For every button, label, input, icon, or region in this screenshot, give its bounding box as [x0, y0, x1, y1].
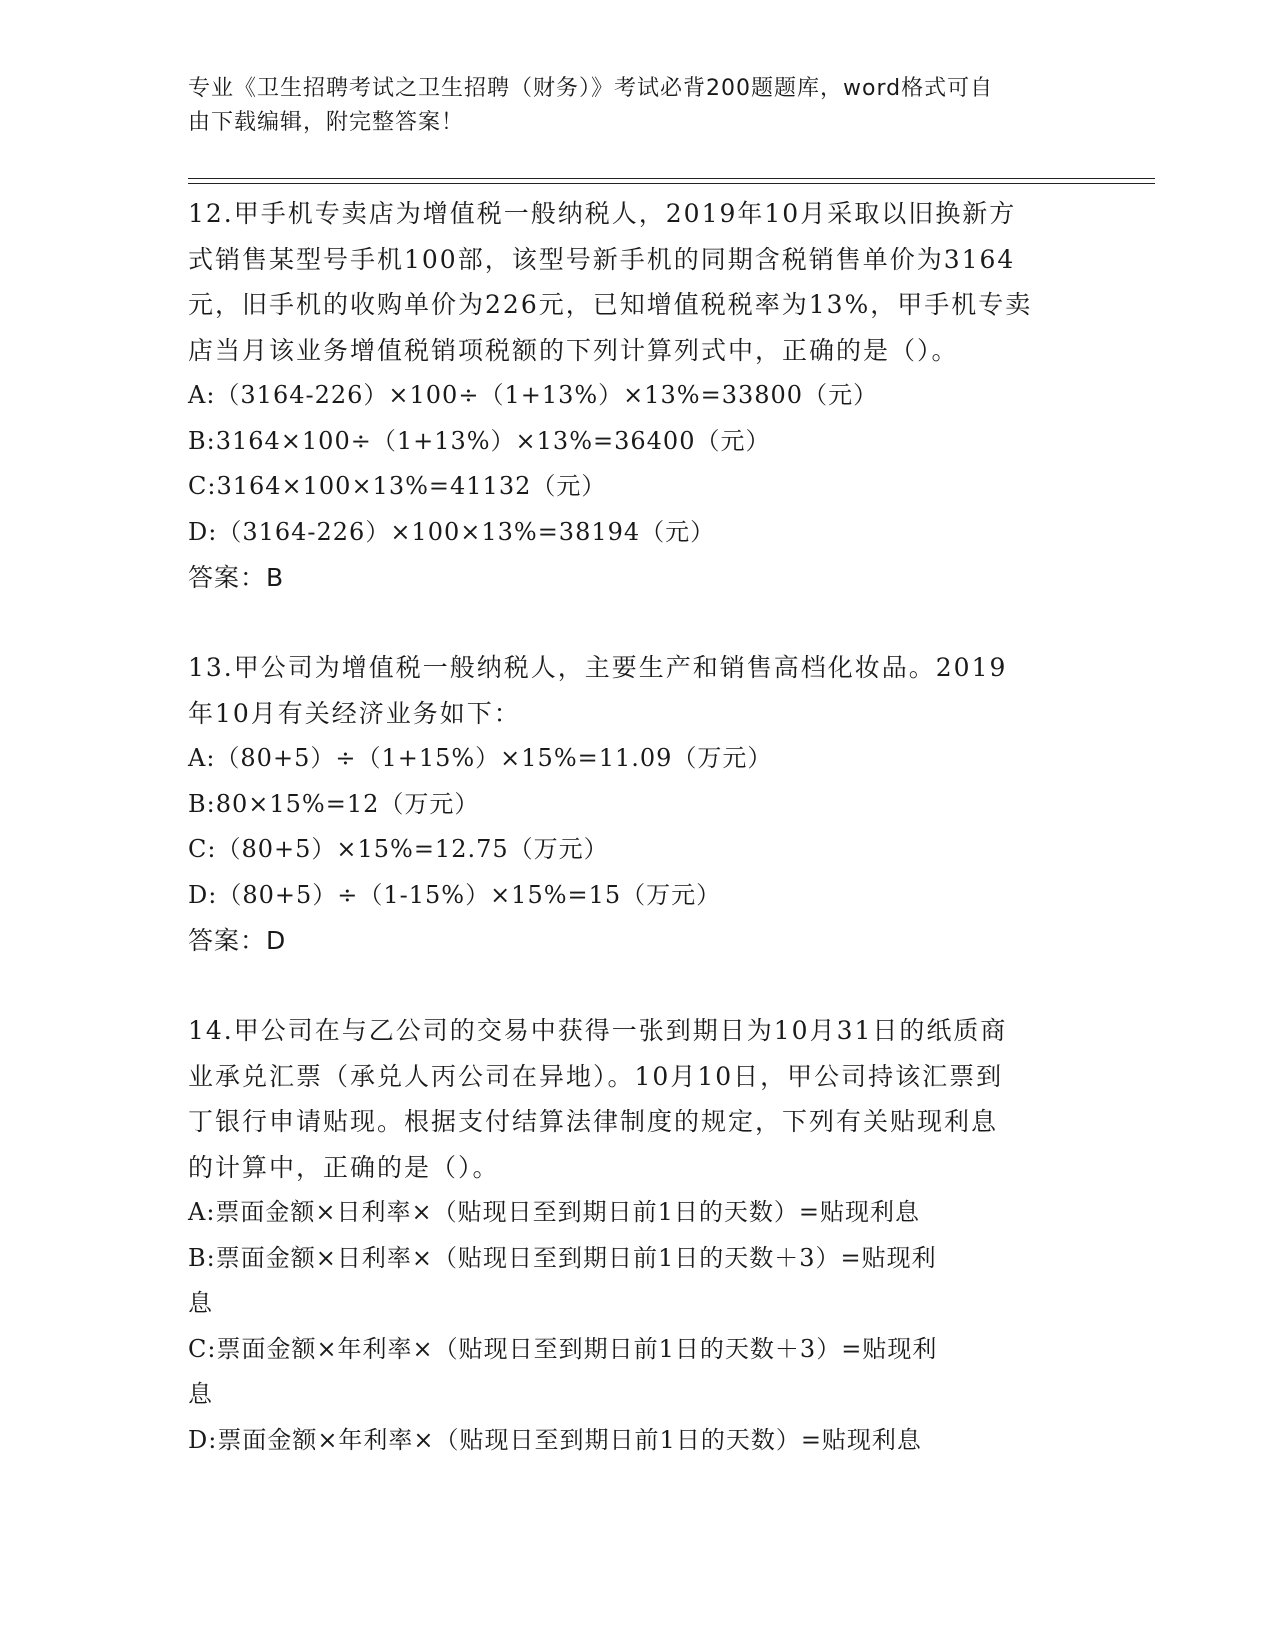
answer-label: 答案：B [188, 563, 285, 592]
option-c: C:票面金额×年利率×（贴现日至到期日前1日的天数＋3）=贴现利 [188, 1334, 938, 1363]
stem-line: 丁银行申请贴现。根据支付结算法律制度的规定，下列有关贴现利息 [188, 1107, 999, 1136]
question-list [188, 191, 1088, 1507]
stem-line: 的计算中，正确的是（）。 [188, 1152, 500, 1182]
option-a: A:（3164-226）×100÷（1+13%）×13%=33800（元） [188, 381, 879, 409]
question-stem [188, 191, 1088, 373]
option-d: D:（80+5）÷（1-15%）×15%=15（万元） [188, 880, 722, 909]
option-b: B:80×15%=12（万元） [188, 789, 480, 818]
stem-line: 13.甲公司为增值税一般纳税人，主要生产和销售高档化妆品。2019 [188, 653, 1008, 682]
question-stem [188, 645, 1088, 736]
answer-label: 答案：D [188, 926, 287, 955]
header-divider-bottom [188, 183, 1155, 184]
header-line-1: 专业《卫生招聘考试之卫生招聘（财务）》考试必背200题题库，word格式可自 [188, 76, 994, 101]
stem-line: 式销售某型号手机100部，该型号新手机的同期含税销售单价为3164 [188, 244, 1016, 274]
question-13 [188, 645, 1088, 964]
option-b: B:3164×100÷（1+13%）×13%=36400（元） [188, 426, 771, 455]
question-stem [188, 1008, 1088, 1190]
question-14 [188, 1008, 1088, 1463]
stem-line: 年10月有关经济业务如下： [188, 698, 521, 728]
header-divider-top [188, 178, 1155, 179]
option-b: B:票面金额×日利率×（贴现日至到期日前1日的天数＋3）=贴现利 [188, 1243, 937, 1272]
option-c: C:（80+5）×15%=12.75（万元） [188, 835, 609, 863]
document-header [188, 72, 1068, 140]
stem-line: 12.甲手机专卖店为增值税一般纳税人，2019年10月采取以旧换新方 [188, 199, 1017, 228]
stem-line: 14.甲公司在与乙公司的交易中获得一张到期日为10月31日的纸质商 [188, 1016, 1008, 1045]
header-line-2: 由下载编辑，附完整答案！ [188, 110, 465, 135]
option-a: A:（80+5）÷（1+15%）×15%=11.09（万元） [188, 744, 773, 772]
option-c: C:3164×100×13%=41132（元） [188, 472, 607, 500]
question-12 [188, 191, 1088, 601]
stem-line: 店当月该业务增值税销项税额的下列计算列式中，正确的是（）。 [188, 335, 959, 365]
option-b-continued: 息 [188, 1289, 213, 1317]
stem-line: 元，旧手机的收购单价为226元，已知增值税税率为13%，甲手机专卖 [188, 290, 1033, 319]
option-a: A:票面金额×日利率×（贴现日至到期日前1日的天数）=贴现利息 [188, 1198, 921, 1226]
stem-line: 业承兑汇票（承兑人丙公司在异地）。10月10日，甲公司持该汇票到 [188, 1061, 1004, 1091]
option-c-continued: 息 [188, 1380, 213, 1408]
option-d: D:票面金额×年利率×（贴现日至到期日前1日的天数）=贴现利息 [188, 1425, 922, 1454]
option-d: D:（3164-226）×100×13%=38194（元） [188, 517, 716, 546]
